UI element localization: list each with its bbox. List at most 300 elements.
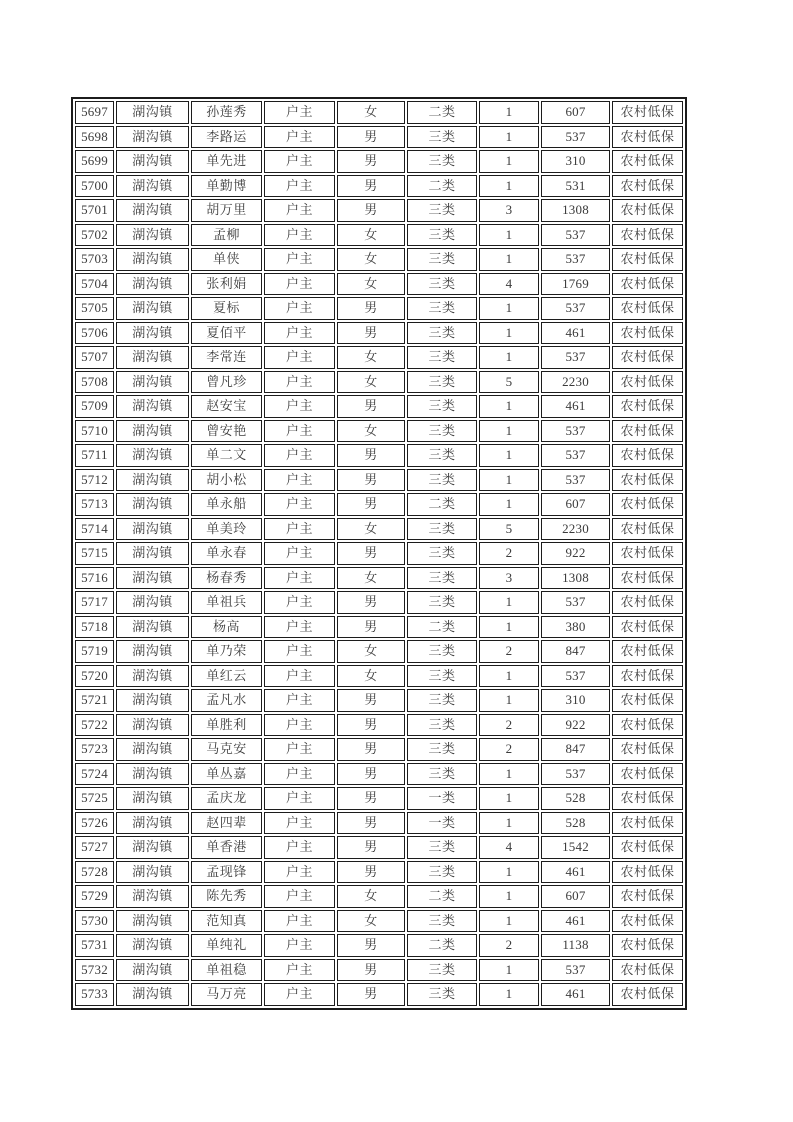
cell-amount: 537 <box>541 420 610 443</box>
cell-count: 1 <box>479 444 539 467</box>
cell-type: 农村低保 <box>612 591 683 614</box>
cell-category: 三类 <box>407 346 477 369</box>
cell-gender: 男 <box>337 738 405 761</box>
table-row <box>75 322 683 345</box>
table-row <box>75 591 683 614</box>
cell-count: 1 <box>479 763 539 786</box>
cell-amount: 461 <box>541 910 610 933</box>
cell-gender: 女 <box>337 101 405 124</box>
cell-relation: 户主 <box>264 640 335 663</box>
cell-town: 湖沟镇 <box>116 101 189 124</box>
cell-amount: 461 <box>541 395 610 418</box>
cell-count: 1 <box>479 175 539 198</box>
cell-amount: 1138 <box>541 934 610 957</box>
cell-town: 湖沟镇 <box>116 959 189 982</box>
cell-relation: 户主 <box>264 812 335 835</box>
cell-id: 5701 <box>75 199 114 222</box>
cell-count: 1 <box>479 420 539 443</box>
cell-id: 5731 <box>75 934 114 957</box>
cell-type: 农村低保 <box>612 469 683 492</box>
cell-count: 1 <box>479 591 539 614</box>
cell-type: 农村低保 <box>612 444 683 467</box>
cell-id: 5706 <box>75 322 114 345</box>
cell-name: 杨春秀 <box>191 567 262 590</box>
cell-type: 农村低保 <box>612 322 683 345</box>
cell-count: 2 <box>479 714 539 737</box>
cell-id: 5712 <box>75 469 114 492</box>
cell-name: 单侠 <box>191 248 262 271</box>
cell-id: 5715 <box>75 542 114 565</box>
cell-amount: 607 <box>541 101 610 124</box>
table-row <box>75 910 683 933</box>
cell-name: 单永船 <box>191 493 262 516</box>
cell-relation: 户主 <box>264 861 335 884</box>
cell-gender: 男 <box>337 763 405 786</box>
cell-relation: 户主 <box>264 322 335 345</box>
cell-type: 农村低保 <box>612 346 683 369</box>
cell-amount: 528 <box>541 812 610 835</box>
cell-gender: 男 <box>337 469 405 492</box>
cell-name: 单先进 <box>191 150 262 173</box>
cell-type: 农村低保 <box>612 395 683 418</box>
cell-gender: 女 <box>337 885 405 908</box>
cell-count: 1 <box>479 126 539 149</box>
cell-count: 3 <box>479 567 539 590</box>
cell-category: 三类 <box>407 297 477 320</box>
cell-category: 三类 <box>407 861 477 884</box>
cell-amount: 461 <box>541 322 610 345</box>
cell-type: 农村低保 <box>612 150 683 173</box>
cell-gender: 男 <box>337 787 405 810</box>
cell-count: 2 <box>479 738 539 761</box>
cell-type: 农村低保 <box>612 934 683 957</box>
table-row <box>75 126 683 149</box>
cell-gender: 男 <box>337 493 405 516</box>
cell-id: 5724 <box>75 763 114 786</box>
table-row <box>75 297 683 320</box>
cell-town: 湖沟镇 <box>116 885 189 908</box>
cell-id: 5707 <box>75 346 114 369</box>
cell-count: 1 <box>479 861 539 884</box>
cell-id: 5704 <box>75 273 114 296</box>
cell-category: 三类 <box>407 273 477 296</box>
cell-gender: 男 <box>337 542 405 565</box>
cell-category: 三类 <box>407 665 477 688</box>
cell-gender: 女 <box>337 224 405 247</box>
cell-amount: 310 <box>541 689 610 712</box>
cell-relation: 户主 <box>264 616 335 639</box>
table-row <box>75 493 683 516</box>
cell-id: 5709 <box>75 395 114 418</box>
cell-name: 李常连 <box>191 346 262 369</box>
cell-type: 农村低保 <box>612 518 683 541</box>
cell-town: 湖沟镇 <box>116 175 189 198</box>
cell-count: 1 <box>479 616 539 639</box>
cell-relation: 户主 <box>264 224 335 247</box>
cell-gender: 男 <box>337 861 405 884</box>
cell-type: 农村低保 <box>612 420 683 443</box>
cell-count: 1 <box>479 885 539 908</box>
cell-town: 湖沟镇 <box>116 738 189 761</box>
cell-amount: 1542 <box>541 836 610 859</box>
cell-type: 农村低保 <box>612 297 683 320</box>
table-row <box>75 787 683 810</box>
cell-type: 农村低保 <box>612 714 683 737</box>
cell-category: 三类 <box>407 910 477 933</box>
cell-name: 单勤博 <box>191 175 262 198</box>
cell-type: 农村低保 <box>612 640 683 663</box>
table-row <box>75 518 683 541</box>
cell-gender: 女 <box>337 567 405 590</box>
cell-town: 湖沟镇 <box>116 812 189 835</box>
cell-relation: 户主 <box>264 199 335 222</box>
cell-category: 二类 <box>407 934 477 957</box>
cell-amount: 537 <box>541 469 610 492</box>
cell-gender: 男 <box>337 616 405 639</box>
table-row <box>75 763 683 786</box>
cell-name: 杨高 <box>191 616 262 639</box>
cell-type: 农村低保 <box>612 983 683 1006</box>
cell-name: 马克安 <box>191 738 262 761</box>
cell-relation: 户主 <box>264 836 335 859</box>
cell-category: 二类 <box>407 175 477 198</box>
cell-amount: 922 <box>541 714 610 737</box>
cell-amount: 922 <box>541 542 610 565</box>
cell-name: 李路运 <box>191 126 262 149</box>
cell-id: 5721 <box>75 689 114 712</box>
cell-name: 孟庆龙 <box>191 787 262 810</box>
cell-name: 孙莲秀 <box>191 101 262 124</box>
cell-gender: 男 <box>337 395 405 418</box>
cell-relation: 户主 <box>264 518 335 541</box>
cell-category: 三类 <box>407 469 477 492</box>
cell-amount: 537 <box>541 444 610 467</box>
cell-town: 湖沟镇 <box>116 640 189 663</box>
table-row <box>75 395 683 418</box>
cell-count: 1 <box>479 910 539 933</box>
cell-id: 5711 <box>75 444 114 467</box>
cell-town: 湖沟镇 <box>116 420 189 443</box>
cell-town: 湖沟镇 <box>116 126 189 149</box>
cell-id: 5730 <box>75 910 114 933</box>
cell-category: 三类 <box>407 738 477 761</box>
cell-town: 湖沟镇 <box>116 199 189 222</box>
cell-type: 农村低保 <box>612 101 683 124</box>
cell-type: 农村低保 <box>612 493 683 516</box>
cell-category: 三类 <box>407 640 477 663</box>
cell-name: 赵四辈 <box>191 812 262 835</box>
cell-amount: 607 <box>541 493 610 516</box>
cell-relation: 户主 <box>264 567 335 590</box>
cell-amount: 2230 <box>541 371 610 394</box>
table-row <box>75 689 683 712</box>
cell-gender: 女 <box>337 248 405 271</box>
cell-relation: 户主 <box>264 371 335 394</box>
cell-category: 三类 <box>407 763 477 786</box>
cell-category: 二类 <box>407 493 477 516</box>
cell-category: 三类 <box>407 444 477 467</box>
cell-town: 湖沟镇 <box>116 346 189 369</box>
table-row <box>75 983 683 1006</box>
cell-category: 三类 <box>407 836 477 859</box>
cell-count: 2 <box>479 934 539 957</box>
cell-relation: 户主 <box>264 689 335 712</box>
table-row <box>75 812 683 835</box>
cell-id: 5698 <box>75 126 114 149</box>
table-row <box>75 175 683 198</box>
cell-amount: 537 <box>541 297 610 320</box>
cell-relation: 户主 <box>264 297 335 320</box>
cell-town: 湖沟镇 <box>116 983 189 1006</box>
table-row <box>75 248 683 271</box>
cell-type: 农村低保 <box>612 126 683 149</box>
cell-name: 单丛嘉 <box>191 763 262 786</box>
cell-category: 三类 <box>407 591 477 614</box>
cell-category: 三类 <box>407 518 477 541</box>
cell-category: 三类 <box>407 983 477 1006</box>
cell-name: 单乃荣 <box>191 640 262 663</box>
cell-category: 三类 <box>407 371 477 394</box>
cell-gender: 女 <box>337 371 405 394</box>
cell-amount: 2230 <box>541 518 610 541</box>
cell-town: 湖沟镇 <box>116 248 189 271</box>
cell-id: 5720 <box>75 665 114 688</box>
cell-name: 曾安艳 <box>191 420 262 443</box>
cell-type: 农村低保 <box>612 273 683 296</box>
cell-name: 单祖兵 <box>191 591 262 614</box>
cell-name: 孟柳 <box>191 224 262 247</box>
cell-type: 农村低保 <box>612 567 683 590</box>
cell-town: 湖沟镇 <box>116 689 189 712</box>
welfare-roster-table <box>71 97 687 1010</box>
cell-gender: 男 <box>337 714 405 737</box>
cell-town: 湖沟镇 <box>116 910 189 933</box>
cell-type: 农村低保 <box>612 248 683 271</box>
cell-id: 5710 <box>75 420 114 443</box>
table-row <box>75 738 683 761</box>
cell-amount: 528 <box>541 787 610 810</box>
cell-amount: 607 <box>541 885 610 908</box>
cell-id: 5725 <box>75 787 114 810</box>
cell-category: 一类 <box>407 812 477 835</box>
cell-relation: 户主 <box>264 787 335 810</box>
table-row <box>75 714 683 737</box>
cell-amount: 537 <box>541 763 610 786</box>
cell-relation: 户主 <box>264 175 335 198</box>
cell-town: 湖沟镇 <box>116 787 189 810</box>
cell-type: 农村低保 <box>612 885 683 908</box>
cell-name: 单香港 <box>191 836 262 859</box>
cell-amount: 537 <box>541 224 610 247</box>
cell-category: 三类 <box>407 126 477 149</box>
cell-town: 湖沟镇 <box>116 714 189 737</box>
cell-town: 湖沟镇 <box>116 469 189 492</box>
cell-count: 4 <box>479 273 539 296</box>
cell-gender: 女 <box>337 665 405 688</box>
cell-amount: 310 <box>541 150 610 173</box>
cell-type: 农村低保 <box>612 787 683 810</box>
cell-id: 5697 <box>75 101 114 124</box>
cell-town: 湖沟镇 <box>116 322 189 345</box>
cell-gender: 男 <box>337 983 405 1006</box>
cell-town: 湖沟镇 <box>116 273 189 296</box>
cell-count: 1 <box>479 959 539 982</box>
cell-name: 单二文 <box>191 444 262 467</box>
table-row <box>75 444 683 467</box>
cell-relation: 户主 <box>264 934 335 957</box>
cell-amount: 847 <box>541 738 610 761</box>
cell-relation: 户主 <box>264 273 335 296</box>
cell-category: 三类 <box>407 714 477 737</box>
cell-gender: 男 <box>337 444 405 467</box>
cell-relation: 户主 <box>264 542 335 565</box>
cell-id: 5700 <box>75 175 114 198</box>
cell-name: 单永春 <box>191 542 262 565</box>
cell-name: 胡万里 <box>191 199 262 222</box>
cell-category: 三类 <box>407 542 477 565</box>
cell-name: 单红云 <box>191 665 262 688</box>
cell-amount: 537 <box>541 591 610 614</box>
table-row <box>75 273 683 296</box>
cell-relation: 户主 <box>264 101 335 124</box>
cell-category: 二类 <box>407 616 477 639</box>
cell-count: 2 <box>479 640 539 663</box>
cell-id: 5722 <box>75 714 114 737</box>
cell-id: 5732 <box>75 959 114 982</box>
cell-amount: 537 <box>541 346 610 369</box>
cell-name: 陈先秀 <box>191 885 262 908</box>
cell-relation: 户主 <box>264 763 335 786</box>
table-row <box>75 469 683 492</box>
cell-category: 三类 <box>407 420 477 443</box>
cell-gender: 男 <box>337 591 405 614</box>
cell-relation: 户主 <box>264 885 335 908</box>
cell-id: 5713 <box>75 493 114 516</box>
cell-type: 农村低保 <box>612 959 683 982</box>
cell-name: 马万亮 <box>191 983 262 1006</box>
cell-name: 张利娟 <box>191 273 262 296</box>
cell-id: 5718 <box>75 616 114 639</box>
cell-id: 5733 <box>75 983 114 1006</box>
table-row <box>75 224 683 247</box>
cell-count: 5 <box>479 518 539 541</box>
cell-amount: 537 <box>541 665 610 688</box>
cell-id: 5699 <box>75 150 114 173</box>
cell-name: 夏标 <box>191 297 262 320</box>
cell-amount: 537 <box>541 248 610 271</box>
cell-town: 湖沟镇 <box>116 371 189 394</box>
cell-town: 湖沟镇 <box>116 542 189 565</box>
cell-type: 农村低保 <box>612 763 683 786</box>
cell-relation: 户主 <box>264 248 335 271</box>
cell-town: 湖沟镇 <box>116 763 189 786</box>
cell-town: 湖沟镇 <box>116 395 189 418</box>
cell-count: 1 <box>479 787 539 810</box>
cell-gender: 女 <box>337 420 405 443</box>
cell-id: 5726 <box>75 812 114 835</box>
cell-id: 5716 <box>75 567 114 590</box>
cell-gender: 男 <box>337 812 405 835</box>
cell-town: 湖沟镇 <box>116 616 189 639</box>
table-row <box>75 885 683 908</box>
cell-category: 三类 <box>407 395 477 418</box>
cell-amount: 847 <box>541 640 610 663</box>
cell-relation: 户主 <box>264 346 335 369</box>
cell-name: 赵安宝 <box>191 395 262 418</box>
cell-name: 孟现锋 <box>191 861 262 884</box>
cell-type: 农村低保 <box>612 542 683 565</box>
cell-id: 5703 <box>75 248 114 271</box>
cell-id: 5717 <box>75 591 114 614</box>
cell-town: 湖沟镇 <box>116 836 189 859</box>
cell-count: 1 <box>479 346 539 369</box>
cell-town: 湖沟镇 <box>116 224 189 247</box>
cell-amount: 1769 <box>541 273 610 296</box>
table-row <box>75 101 683 124</box>
cell-count: 2 <box>479 542 539 565</box>
cell-amount: 461 <box>541 861 610 884</box>
table-row <box>75 150 683 173</box>
cell-name: 单祖稳 <box>191 959 262 982</box>
cell-relation: 户主 <box>264 493 335 516</box>
cell-gender: 男 <box>337 199 405 222</box>
cell-count: 1 <box>479 101 539 124</box>
table-row <box>75 640 683 663</box>
cell-gender: 男 <box>337 297 405 320</box>
cell-gender: 女 <box>337 640 405 663</box>
cell-count: 1 <box>479 224 539 247</box>
cell-type: 农村低保 <box>612 910 683 933</box>
cell-count: 4 <box>479 836 539 859</box>
cell-id: 5719 <box>75 640 114 663</box>
cell-gender: 男 <box>337 126 405 149</box>
cell-id: 5723 <box>75 738 114 761</box>
cell-name: 胡小松 <box>191 469 262 492</box>
table-row <box>75 861 683 884</box>
cell-type: 农村低保 <box>612 665 683 688</box>
table-row <box>75 567 683 590</box>
cell-count: 1 <box>479 812 539 835</box>
cell-type: 农村低保 <box>612 738 683 761</box>
cell-type: 农村低保 <box>612 689 683 712</box>
cell-count: 1 <box>479 395 539 418</box>
cell-town: 湖沟镇 <box>116 665 189 688</box>
cell-relation: 户主 <box>264 738 335 761</box>
cell-gender: 男 <box>337 959 405 982</box>
cell-count: 1 <box>479 493 539 516</box>
cell-town: 湖沟镇 <box>116 150 189 173</box>
table-row <box>75 420 683 443</box>
table-row <box>75 665 683 688</box>
cell-category: 二类 <box>407 101 477 124</box>
cell-id: 5705 <box>75 297 114 320</box>
cell-id: 5729 <box>75 885 114 908</box>
table-row <box>75 199 683 222</box>
cell-count: 1 <box>479 469 539 492</box>
table-row <box>75 346 683 369</box>
table-row <box>75 371 683 394</box>
cell-gender: 男 <box>337 322 405 345</box>
cell-type: 农村低保 <box>612 616 683 639</box>
cell-type: 农村低保 <box>612 199 683 222</box>
cell-town: 湖沟镇 <box>116 493 189 516</box>
cell-type: 农村低保 <box>612 175 683 198</box>
cell-relation: 户主 <box>264 150 335 173</box>
cell-relation: 户主 <box>264 420 335 443</box>
cell-category: 三类 <box>407 567 477 590</box>
cell-category: 二类 <box>407 885 477 908</box>
cell-name: 夏佰平 <box>191 322 262 345</box>
